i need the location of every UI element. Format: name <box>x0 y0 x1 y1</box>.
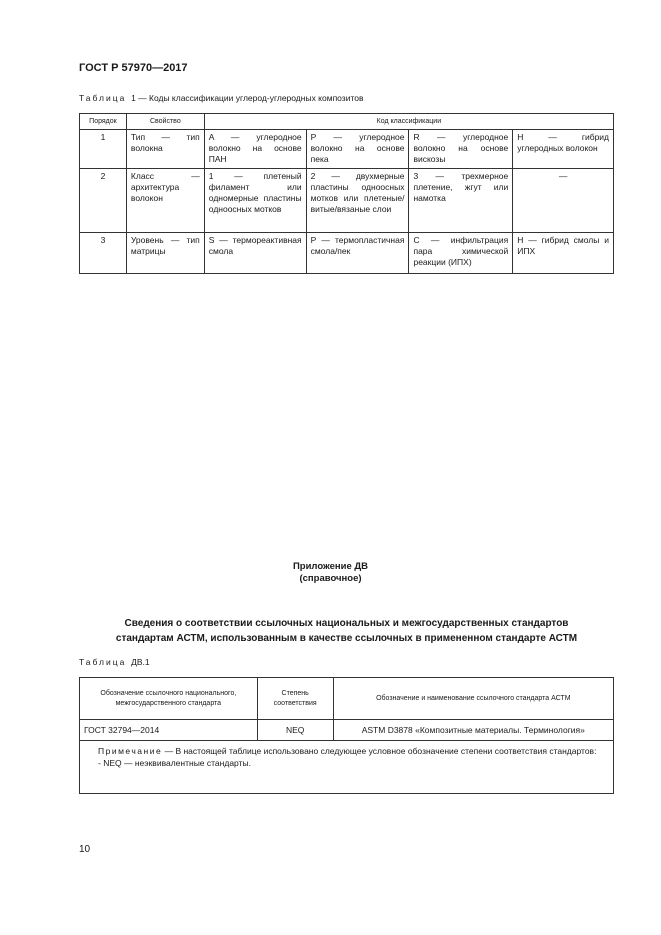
cell-standard: ГОСТ 32794—2014 <box>80 720 258 741</box>
cell-order: 2 <box>80 169 127 233</box>
cell-code: — <box>513 169 614 233</box>
cell-code: R — углеродное волокно на основе вискозы <box>409 130 513 169</box>
header-code: Код классификации <box>204 114 613 130</box>
cell-code: 2 — двухмерные пластины одноосных мотков или плетеные/витые/вязаные слои <box>306 169 409 233</box>
cell-order: 3 <box>80 233 127 274</box>
page-header: ГОСТ Р 57970—2017 <box>79 62 188 74</box>
cell-property: Уровень — тип матрицы <box>126 233 204 274</box>
cell-code: H — гибрид углеродных волокон <box>513 130 614 169</box>
section-title-line: Сведения о соответствии ссылочных национальных и межгосударственных стандартов <box>124 618 569 629</box>
note-item: - NEQ — неэквивалентные стандарты. <box>98 758 251 768</box>
note-row <box>80 741 614 794</box>
header-national-standard: Обозначение ссылочного национального, межгосударственного стандарта <box>80 678 258 720</box>
note-label: Примечание <box>98 746 163 756</box>
cell-code: H — гибрид смолы и ИПХ <box>513 233 614 274</box>
table2-caption-text: ДВ.1 <box>131 657 150 667</box>
table-header-row <box>80 114 614 130</box>
cell-property: Тип — тип волокна <box>126 130 204 169</box>
table-note <box>80 741 614 794</box>
standards-table <box>79 677 614 794</box>
header-order: Порядок <box>80 114 127 130</box>
classification-table <box>79 113 614 274</box>
table-header-row <box>80 678 614 720</box>
table1-caption-text: 1 — Коды классификации углерод-углеродных композитов <box>131 93 364 103</box>
cell-code: S — термореактивная смола <box>204 233 306 274</box>
table2-caption <box>79 657 150 667</box>
cell-degree: NEQ <box>257 720 333 741</box>
cell-astm: ASTM D3878 «Композитные материалы. Терминология» <box>333 720 613 741</box>
header-astm-standard: Обозначение и наименование ссылочного стандарта АСТМ <box>333 678 613 720</box>
table1-caption-label: Таблица <box>79 93 127 103</box>
table-row <box>80 130 614 169</box>
section-title <box>79 616 614 646</box>
cell-code: A — углеродное волокно на основе ПАН <box>204 130 306 169</box>
header-degree: Степень соответствия <box>257 678 333 720</box>
cell-property: Класс — архитектура волокон <box>126 169 204 233</box>
cell-code: P — углеродное волокно на основе пека <box>306 130 409 169</box>
table-row <box>80 720 614 741</box>
section-title-line: стандартам АСТМ, использованным в качестве ссылочных в примененном стандарте АСТМ <box>115 633 578 644</box>
cell-code: P — термопластичная смола/пек <box>306 233 409 274</box>
table-row <box>80 233 614 274</box>
page-number: 10 <box>79 844 91 855</box>
cell-code: 1 — плетеный филамент или одномерные пластины одноосных мотков <box>204 169 306 233</box>
table2-caption-label: Таблица <box>79 657 127 667</box>
annex-title: Приложение ДВ <box>292 561 369 572</box>
table1-caption <box>79 93 364 103</box>
header-property: Свойство <box>126 114 204 130</box>
cell-order: 1 <box>80 130 127 169</box>
note-text: — В настоящей таблице использовано следующее условное обозначение степени соответствия стандартов: <box>164 746 597 756</box>
cell-code: C — инфильтрация пара химической реакции (ИПХ) <box>409 233 513 274</box>
cell-code: 3 — трехмерное плетение, жгут или намотка <box>409 169 513 233</box>
annex-subtitle: (справочное) <box>299 573 362 584</box>
table-row <box>80 169 614 233</box>
